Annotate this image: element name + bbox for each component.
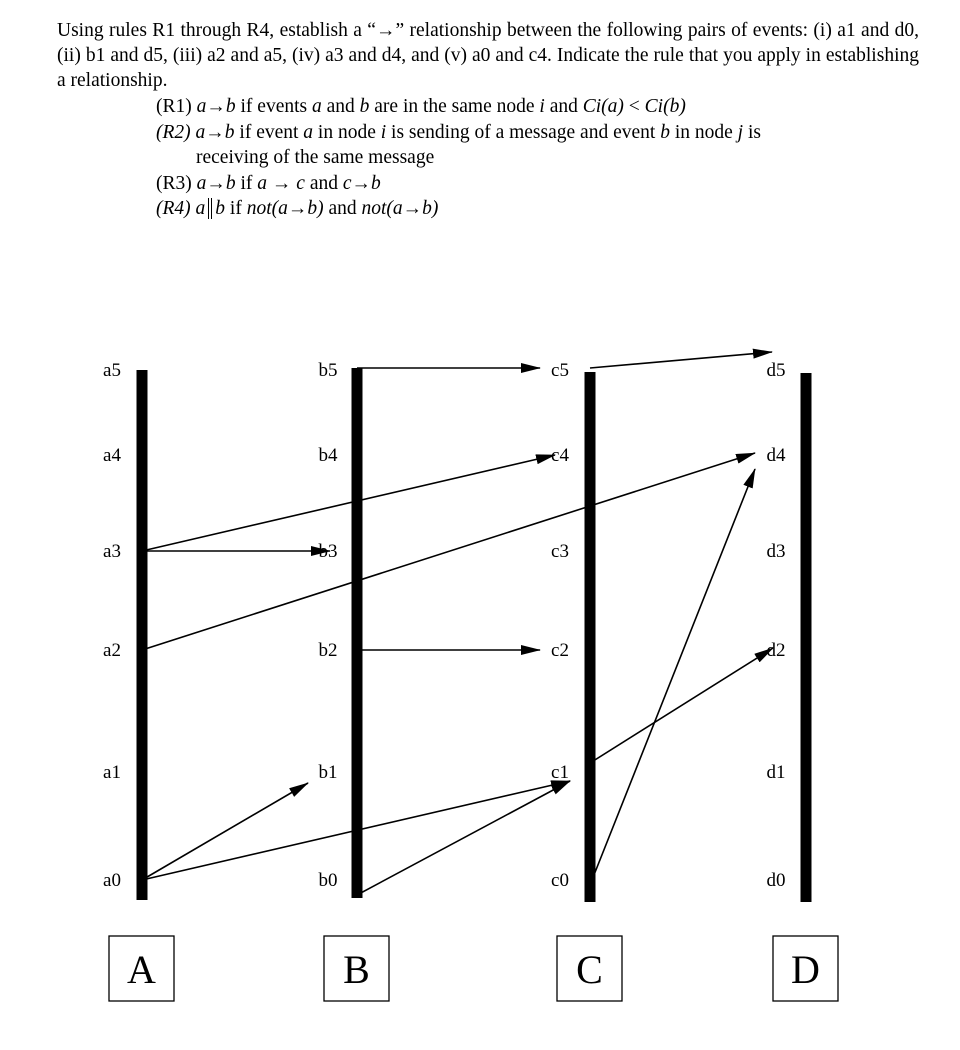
event-label-d1: d1 [766, 762, 786, 783]
node-label-b: B [343, 947, 370, 992]
event-label-b3: b3 [318, 541, 338, 562]
event-label-d4: d4 [766, 445, 786, 466]
event-label-a3: a3 [103, 541, 121, 562]
event-label-b1: b1 [318, 762, 338, 783]
message-b0-to-c1 [357, 781, 570, 895]
event-label-c2: c2 [551, 640, 569, 661]
event-label-b5: b5 [318, 360, 338, 381]
event-label-d3: d3 [766, 541, 786, 562]
rule-r2: (R2) a→b if event a in node i is sending of a message and event b in node j is [156, 122, 761, 143]
node-label-d: D [791, 947, 820, 992]
event-label-b2: b2 [318, 640, 338, 661]
event-label-b4: b4 [318, 445, 338, 466]
event-label-d0: d0 [766, 870, 786, 891]
event-label-c5: c5 [551, 360, 569, 381]
event-label-a4: a4 [103, 445, 121, 466]
event-label-a1: a1 [103, 762, 121, 783]
event-label-a2: a2 [103, 640, 121, 661]
event-label-a0: a0 [103, 870, 121, 891]
event-label-d5: d5 [766, 360, 786, 381]
rule-r1: (R1) a→b if events a and b are in the same node i and Ci(a) < Ci(b) [156, 96, 686, 117]
node-label-c: C [576, 947, 603, 992]
rule-r4: (R4) a b if not(a→b) and not(a→b) [156, 198, 439, 219]
message-c0-to-d4 [590, 469, 755, 885]
message-c1-to-d2 [590, 648, 773, 763]
event-label-b0: b0 [318, 870, 338, 891]
event-label-c4: c4 [551, 445, 569, 466]
message-a0-to-b1 [142, 783, 308, 880]
message-c5-to-d5 [590, 352, 772, 368]
event-label-c0: c0 [551, 870, 569, 891]
question-text: Using rules R1 through R4, establish a “→” relationship between the following pairs of events: (i) a1 and d0, (ii) b1 and d5, (iii) a2 and a5, (iv) a3 and d4, and (v) a0 and c4. Indicate the rule that you apply in establishing a relationship. [57, 20, 919, 91]
event-label-d2: d2 [766, 640, 786, 661]
rule-r2-continuation: receiving of the same message [196, 147, 435, 168]
event-label-c3: c3 [551, 541, 569, 562]
rule-r3: (R3) a→b if a → c and c→b [156, 173, 381, 194]
node-label-a: A [127, 947, 156, 992]
event-label-c1: c1 [551, 762, 569, 783]
event-label-a5: a5 [103, 360, 121, 381]
